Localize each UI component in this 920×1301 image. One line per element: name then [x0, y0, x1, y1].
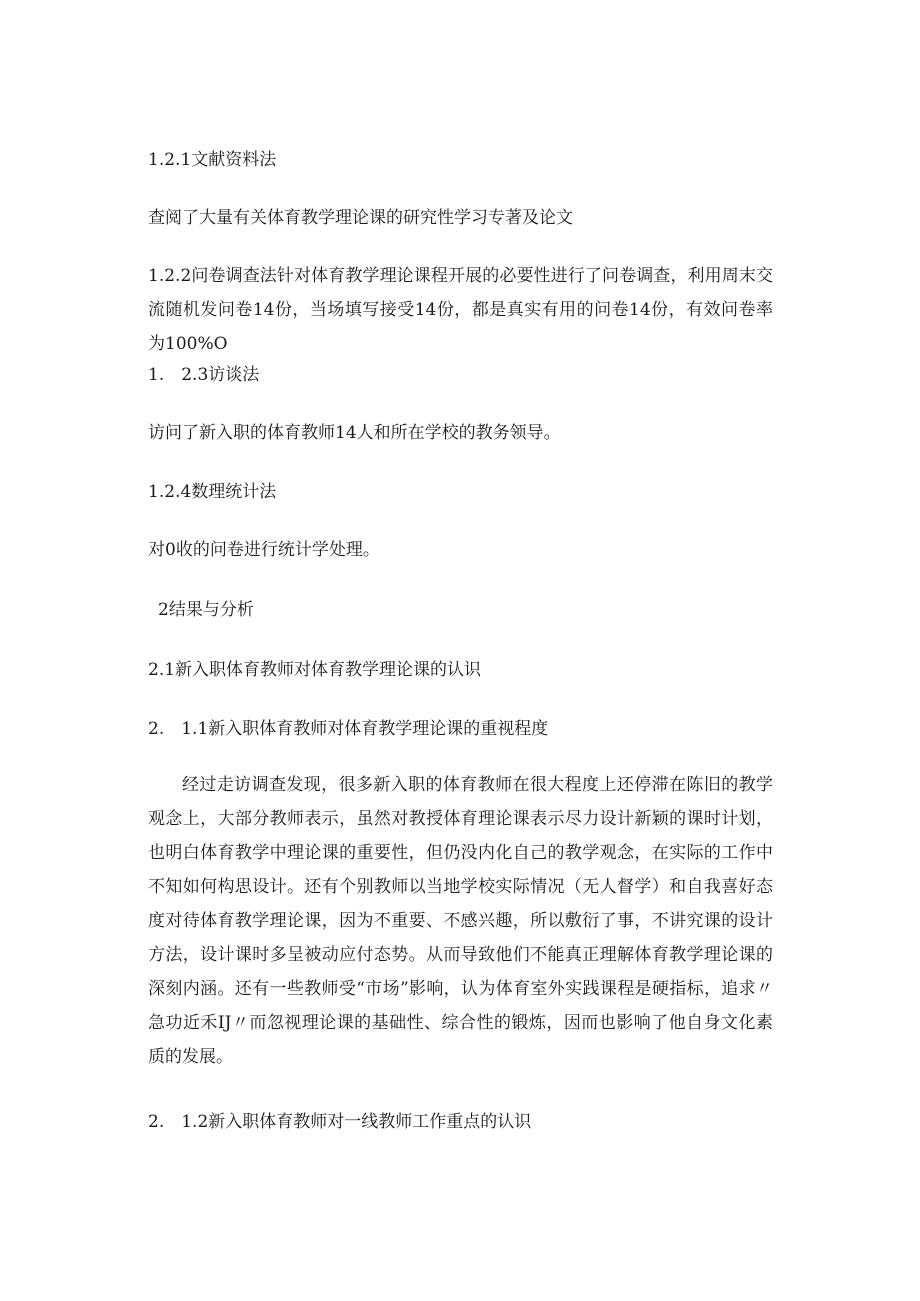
section-heading-2-1-1: 2. 1.1新入职体育教师对体育教学理论课的重视程度	[148, 719, 549, 739]
paragraph-statistics-method: 对0收的问卷进行统计学处理。	[148, 540, 380, 560]
paragraph-questionnaire-method: 1.2.2问卷调查法针对体育教学理论课程开展的必要性进行了问卷调查，利用周末交流随机发问卷14份，当场填写接受14份，都是真实有用的问卷14份，有效问卷率为100%O	[148, 266, 773, 354]
section-heading-2-1-2: 2. 1.2新入职体育教师对一线教师工作重点的认识	[148, 1112, 532, 1132]
paragraph-results-analysis: 经过走访调查发现，很多新入职的体育教师在很大程度上还停滞在陈旧的教学观念上，大部分教师表示，虽然对教授体育理论课表示尽力设计新颖的课时计划，也明白体育教学中理论课的重要性，但仍没内化自己的教学观念，在实际的工作中不知如何构思设计。还有个别教师以当地学校实际情况（无人督学）和自我喜好态度对待体育教学理论课，因为不重要、不感兴趣，所以敷衍了事，不讲究课的设计方法，设计课时多呈被动应付态势。从而导致他们不能真正理解体育教学理论课的深刻内涵。还有一些教师受“市场”影响，认为体育室外实践课程是硬指标，追求〃急功近禾IJ〃而忽视理论课的基础性、综合性的锻炼，因而也影响了他自身文化素质的发展。	[148, 775, 773, 1067]
section-heading-1-2-1: 1.2.1文献资料法	[148, 150, 277, 170]
paragraph-interview-method: 访问了新入职的体育教师14人和所在学校的教务领导。	[148, 423, 561, 443]
section-heading-1-2-4: 1.2.4数理统计法	[148, 482, 277, 502]
paragraph-literature-review: 查阅了大量有关体育教学理论课的研究性学习专著及论文	[148, 208, 573, 228]
section-heading-2: 2结果与分析	[158, 600, 254, 620]
section-heading-2-1: 2.1新入职体育教师对体育教学理论课的认识	[148, 660, 482, 680]
section-heading-1-2-3: 1. 2.3访谈法	[148, 365, 260, 385]
